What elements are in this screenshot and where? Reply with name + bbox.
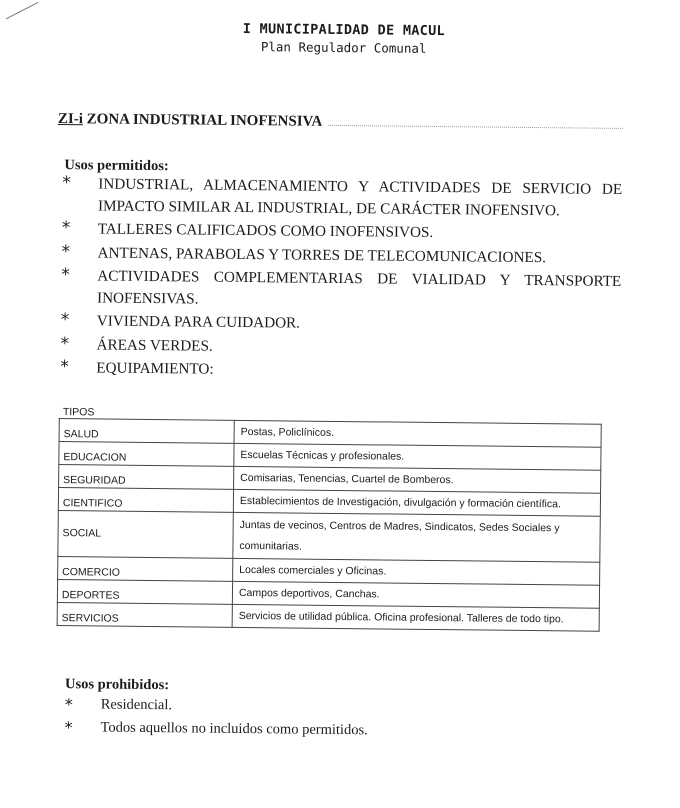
list-item [60, 357, 620, 384]
zone-heading [58, 111, 329, 131]
asterisk-icon: * [60, 357, 69, 378]
description-cell: Escuelas Técnicas y profesionales. [234, 443, 601, 470]
list-item-text: Residencial. [100, 696, 173, 714]
type-cell: EDUCACION [59, 442, 234, 467]
description-cell: Servicios de utilidad pública. Oficina profesional. Talleres de todo tipo. [232, 604, 599, 631]
list-item [61, 265, 621, 314]
prohibited-uses-title: Usos prohibidos: [64, 676, 170, 694]
list-item-text: TALLERES CALIFICADOS COMO INOFENSIVOS. [97, 220, 434, 241]
type-cell: SOCIAL [58, 511, 233, 559]
asterisk-icon: * [61, 265, 70, 286]
list-item [61, 242, 621, 269]
type-cell: COMERCIO [58, 557, 233, 582]
municipality-title: I MUNICIPALIDAD DE MACUL [242, 20, 446, 40]
description-cell: Juntas de vecinos, Centros de Madres, Sindicatos, Sedes Sociales y comunitarias. [233, 512, 600, 562]
asterisk-icon: * [62, 173, 71, 194]
type-cell: DEPORTES [57, 580, 232, 605]
list-item-text: ACTIVIDADES COMPLEMENTARIAS DE VIALIDAD Y TRANSPORTE INOFENSIVAS. [96, 267, 622, 308]
type-cell: SERVICIOS [57, 603, 232, 628]
list-item-text: ÁREAS VERDES. [96, 335, 213, 355]
allowed-uses-list [60, 173, 622, 386]
zone-name: ZONA INDUSTRIAL INOFENSIVA [86, 111, 323, 130]
table-row [58, 511, 600, 563]
equipment-types-table [57, 418, 602, 632]
zone-code: ZI-i [57, 111, 84, 128]
list-item-text: VIVIENDA PARA CUIDADOR. [96, 312, 301, 332]
description-cell: Locales comerciales y Oficinas. [233, 558, 600, 585]
list-item [62, 218, 622, 245]
asterisk-icon: * [64, 718, 73, 738]
list-item [60, 334, 620, 361]
asterisk-icon: * [64, 695, 73, 715]
allowed-uses-title: Usos permitidos: [64, 157, 169, 175]
type-cell: SALUD [59, 419, 234, 444]
list-item-text: INDUSTRIAL, ALMACENAMIENTO Y ACTIVIDADES DE SERVICIO DE IMPACTO SIMILAR AL INDUSTRIAL, DE CARÁCTER INOFENSIVO. [97, 175, 623, 219]
prohibited-uses-list [64, 694, 368, 743]
description-cell: Comisarias, Tenencias, Cuartel de Bomberos. [234, 466, 601, 493]
list-item-text: EQUIPAMIENTO: [96, 359, 214, 378]
description-cell: Campos deportivos, Canchas. [232, 581, 599, 608]
table-row [57, 603, 599, 632]
tipos-label: TIPOS [62, 406, 95, 419]
document-header [164, 20, 524, 57]
list-item [65, 694, 368, 718]
list-item-text: ANTENAS, PARABOLAS Y TORRES DE TELECOMUNICACIONES. [97, 243, 547, 266]
list-item [61, 310, 621, 337]
asterisk-icon: * [61, 241, 71, 262]
description-cell: Postas, Policlínicos. [234, 420, 601, 447]
scan-mark [6, 2, 38, 19]
plan-subtitle: Plan Regulador Comunal [260, 39, 427, 56]
asterisk-icon: * [61, 218, 71, 239]
asterisk-icon: * [60, 310, 70, 331]
list-item [64, 717, 367, 741]
asterisk-icon: * [60, 333, 70, 354]
list-item [62, 173, 622, 222]
type-cell: CIENTIFICO [58, 488, 233, 513]
description-cell: Establecimientos de Investigación, divulgación y formación científica. [233, 489, 600, 516]
type-cell: SEGURIDAD [59, 465, 234, 490]
list-item-text: Todos aquellos no incluidos como permitidos. [100, 719, 368, 739]
